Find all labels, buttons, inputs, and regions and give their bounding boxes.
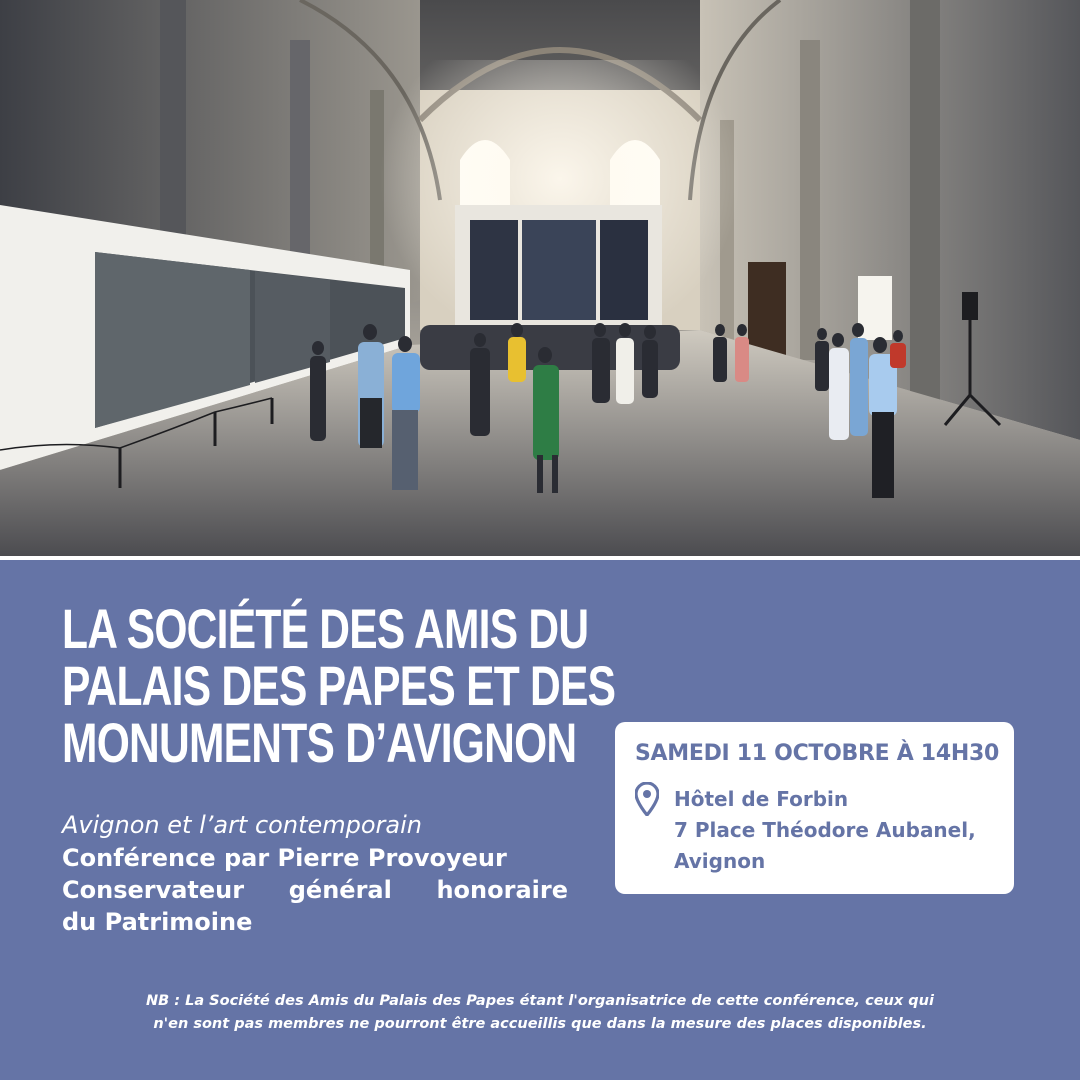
headline-line-2: PALAIS DES PAPES ET DES	[62, 654, 616, 717]
headline	[62, 597, 616, 774]
event-date: SAMEDI 11 OCTOBRE À 14H30	[635, 741, 999, 766]
footer-note-line-2: n'en sont pas membres ne pourront être accueillis que dans la mesure des places disponibles.	[153, 1016, 927, 1032]
photo-divider	[0, 556, 1080, 560]
event-card	[615, 722, 1014, 894]
headline-line-3: MONUMENTS D’AVIGNON	[62, 711, 577, 774]
speaker-line-1: Conférence par Pierre Provoyeur	[62, 844, 507, 872]
speaker-word: honoraire	[436, 876, 568, 904]
footer-note	[60, 990, 1020, 1036]
footer-note-line-1: NB : La Société des Amis du Palais des Papes étant l'organisatrice de cette conférence, ceux qui	[146, 993, 934, 1009]
headline-line-1: LA SOCIÉTÉ DES AMIS DU	[62, 597, 589, 660]
venue-street: 7 Place Théodore Aubanel,	[674, 818, 976, 842]
event-address	[674, 784, 976, 877]
map-pin-icon	[635, 782, 659, 816]
talk-subtitle: Avignon et l’art contemporain	[62, 811, 422, 839]
speaker-word: général	[288, 876, 392, 904]
speaker-info	[62, 842, 568, 938]
speaker-line-2	[62, 874, 568, 906]
venue-city: Avignon	[674, 849, 766, 873]
speaker-word: Conservateur	[62, 876, 245, 904]
venue-name: Hôtel de Forbin	[674, 787, 849, 811]
speaker-line-3: du Patrimoine	[62, 908, 253, 936]
